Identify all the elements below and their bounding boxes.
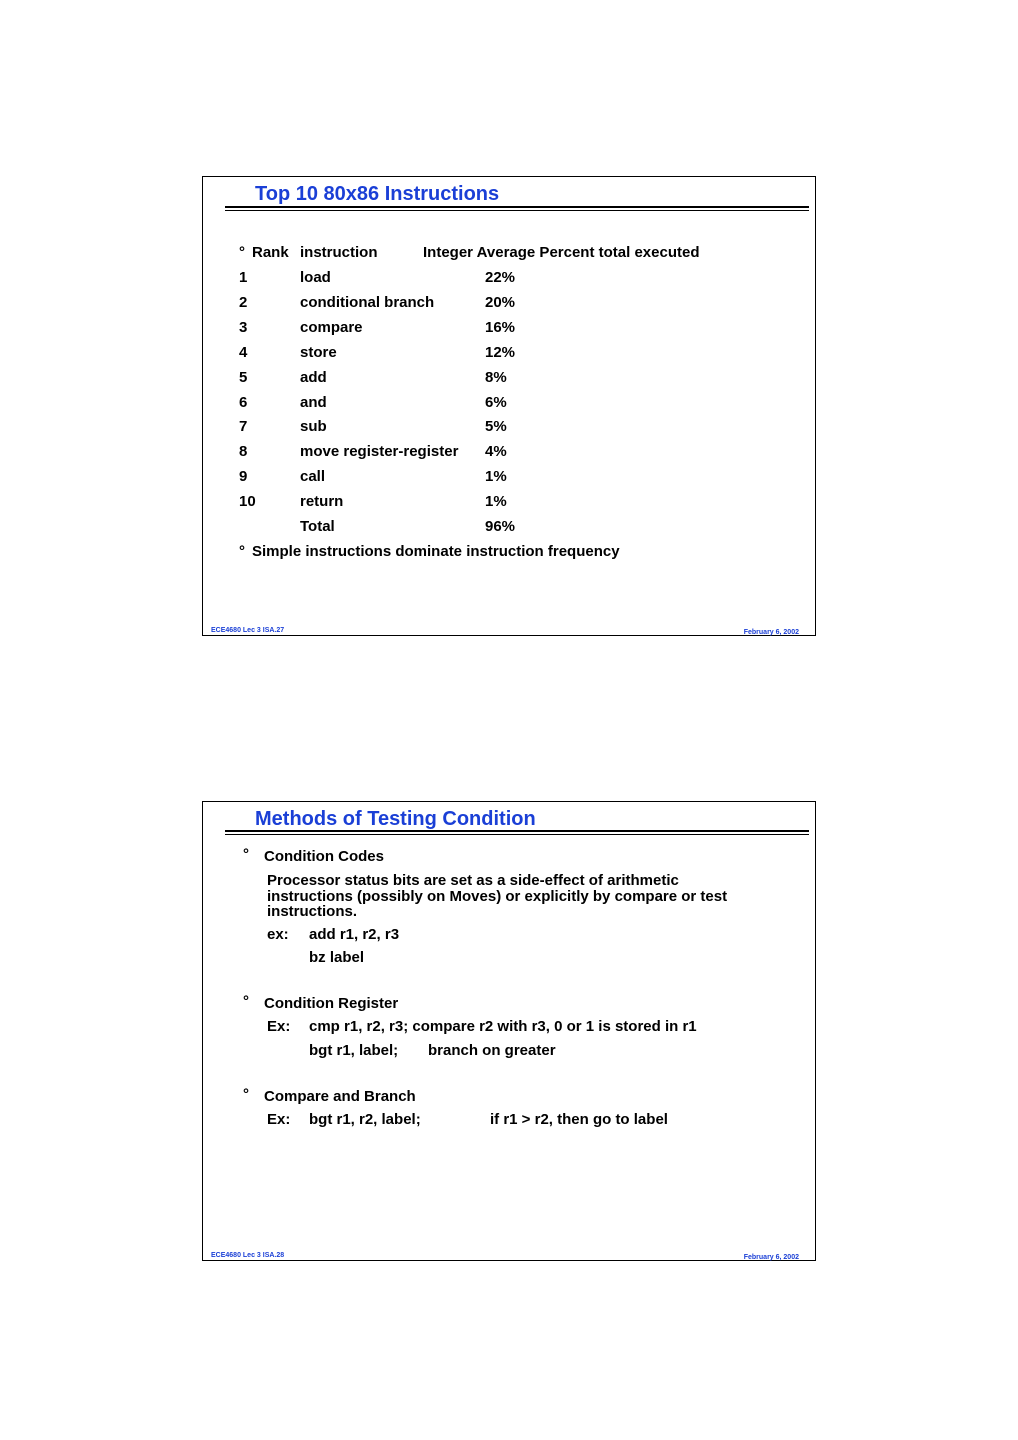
row-rank: 7 xyxy=(239,418,248,436)
row-rank: 5 xyxy=(239,368,248,386)
row-rank: 1 xyxy=(239,269,248,286)
title-underline xyxy=(225,830,809,835)
row-instruction: move register-register xyxy=(300,443,459,461)
row-percent: 96% xyxy=(485,518,516,535)
example-label: Ex: xyxy=(267,1018,291,1035)
row-percent: 16% xyxy=(485,318,516,336)
row-instruction: call xyxy=(300,468,326,486)
slide-title: Methods of Testing Condition xyxy=(255,808,536,830)
header-percent: Integer Average Percent total executed xyxy=(423,244,700,261)
section-paragraph: Processor status bits are set as a side-effect of arithmetic instructions (possibly on Moves) or explicitly by compare or test instructions. xyxy=(267,872,728,920)
row-percent: 5% xyxy=(485,418,507,436)
footer-date: February 6, 2002 xyxy=(743,1254,799,1261)
row-instruction: store xyxy=(300,343,337,361)
code-comment: branch on greater xyxy=(428,1042,556,1059)
row-percent: 20% xyxy=(485,293,516,311)
code-line: bz label xyxy=(309,949,365,966)
code-comment: if r1 > r2, then go to label xyxy=(490,1111,668,1128)
bullet: ° xyxy=(239,244,245,261)
slide-title: Top 10 80x86 Instructions xyxy=(255,183,500,205)
row-percent: 22% xyxy=(485,269,516,286)
footer-left: ECE4680 Lec 3 ISA.28 xyxy=(211,1252,285,1259)
row-percent: 1% xyxy=(485,493,507,511)
row-percent: 6% xyxy=(485,393,507,411)
row-rank: 2 xyxy=(239,293,248,311)
row-instruction: load xyxy=(300,269,331,286)
row-rank: 8 xyxy=(239,443,248,461)
slide-28 xyxy=(202,801,816,1261)
row-rank: 6 xyxy=(239,393,248,411)
example-label: ex: xyxy=(267,926,289,943)
code-line: bgt r1, r2, label; xyxy=(309,1111,421,1128)
row-rank: 4 xyxy=(239,343,248,361)
row-rank: 9 xyxy=(239,468,248,486)
row-rank: 10 xyxy=(239,493,256,511)
section-heading: Condition Register xyxy=(264,995,399,1012)
bullet: ° xyxy=(243,846,249,863)
row-percent: 1% xyxy=(485,468,507,486)
title-underline xyxy=(225,206,809,211)
footer-left: ECE4680 Lec 3 ISA.27 xyxy=(211,627,285,634)
slide-27 xyxy=(202,176,816,636)
bullet: ° xyxy=(243,1086,249,1103)
header-rank: Rank xyxy=(252,244,289,261)
row-instruction: and xyxy=(300,393,327,411)
row-percent: 12% xyxy=(485,343,516,361)
row-instruction: compare xyxy=(300,318,363,336)
header-instruction: instruction xyxy=(300,244,378,261)
code-line: bgt r1, label; xyxy=(309,1042,399,1059)
row-instruction: add xyxy=(300,368,327,386)
summary-note: Simple instructions dominate instruction frequency xyxy=(252,543,620,560)
code-line: cmp r1, r2, r3; compare r2 with r3, 0 or 1 is stored in r1 xyxy=(309,1018,697,1035)
row-instruction: Total xyxy=(300,518,335,535)
example-label: Ex: xyxy=(267,1111,291,1128)
footer-date: February 6, 2002 xyxy=(743,629,799,636)
row-percent: 4% xyxy=(485,443,507,461)
bullet: ° xyxy=(243,993,249,1010)
row-instruction: return xyxy=(300,493,344,511)
bullet: ° xyxy=(239,543,245,560)
row-instruction: conditional branch xyxy=(300,293,435,311)
section-heading: Condition Codes xyxy=(264,848,384,865)
section-heading: Compare and Branch xyxy=(264,1088,416,1105)
row-rank: 3 xyxy=(239,318,248,336)
code-line: add r1, r2, r3 xyxy=(309,926,400,943)
row-percent: 8% xyxy=(485,368,507,386)
row-instruction: sub xyxy=(300,418,327,436)
